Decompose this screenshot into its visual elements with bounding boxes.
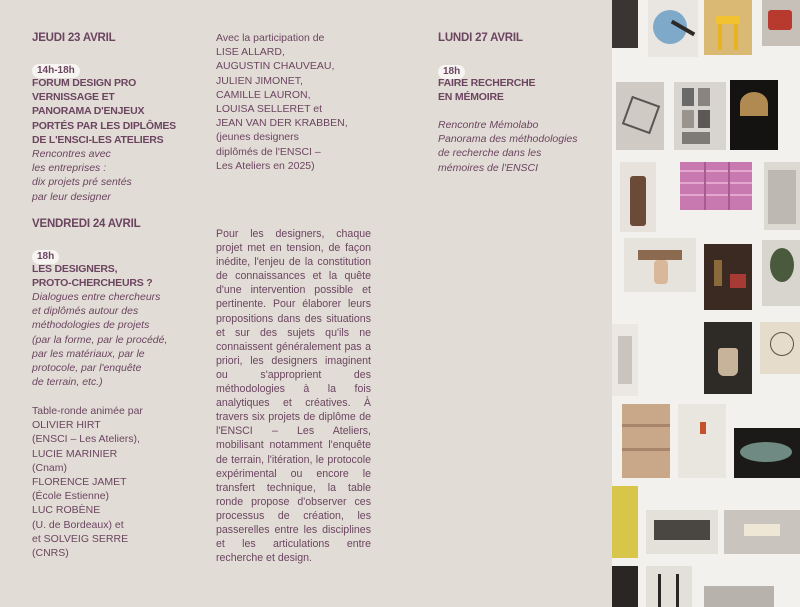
project-photo xyxy=(704,586,774,607)
participant-line: LISE ALLARD, xyxy=(216,46,285,59)
project-photo-textile xyxy=(680,162,752,210)
participants-list xyxy=(216,31,348,173)
project-photo-samples xyxy=(674,82,726,150)
desc-line: Dialogues entre chercheurs xyxy=(32,291,161,303)
title-line: PROTO-CHERCHEURS ? xyxy=(32,277,153,290)
title-line: FORUM DESIGN PRO xyxy=(32,77,137,89)
title-line: EN MÉMOIRE xyxy=(438,91,504,104)
desc-line: dix projets pré sentés xyxy=(32,176,132,189)
participant-line: LOUISA SELLERET et xyxy=(216,103,323,116)
title-line: VERNISSAGE ET xyxy=(32,91,115,104)
desc-line: (par la forme, par le procédé, xyxy=(32,333,168,346)
desc-line: protocole, par l'enquête xyxy=(32,362,142,375)
title-line: PANORAMA D'ENJEUX xyxy=(32,105,145,118)
panel-line: FLORENCE JAMET xyxy=(32,476,127,489)
title-line: DE L'ENSCI-LES ATELIERS xyxy=(32,133,164,146)
project-photo-screen xyxy=(734,428,800,478)
desc-line: Rencontre Mémolabo xyxy=(438,119,539,131)
desc-line: par les matériaux, par le xyxy=(32,347,145,360)
desc-line: par leur designer xyxy=(32,190,111,203)
project-image-grid xyxy=(612,0,800,607)
panel-list xyxy=(32,404,143,560)
participant-line: Les Ateliers en 2025) xyxy=(216,159,315,172)
panel-line: (Cnam) xyxy=(32,461,68,474)
desc-line: de recherche dans les xyxy=(438,147,542,160)
title-line: FAIRE RECHERCHE xyxy=(438,77,536,89)
participant-line: AUGUSTIN CHAUVEAU, xyxy=(216,60,335,73)
project-photo xyxy=(612,566,638,607)
participant-line: Avec la participation de xyxy=(216,32,325,44)
time-badge-label: 18h xyxy=(438,65,465,79)
day-heading-monday: LUNDI 27 AVRIL xyxy=(438,32,523,44)
panel-line: (École Estienne) xyxy=(32,490,110,503)
desc-line: les entreprises : xyxy=(32,162,107,175)
project-photo xyxy=(612,0,638,48)
project-photo-panel xyxy=(678,404,726,478)
panel-line: (U. de Bordeaux) et xyxy=(32,518,124,531)
project-photo-pot xyxy=(762,0,800,46)
project-photo-sketch xyxy=(760,322,800,374)
panel-line: (CNRS) xyxy=(32,547,69,560)
participant-line: JULIEN JIMONET, xyxy=(216,74,303,87)
project-photo-hand xyxy=(624,238,696,292)
project-photo-lamp-shade xyxy=(724,510,800,554)
project-photo-dark-object xyxy=(730,80,778,150)
desc-line: Panorama des méthodologies xyxy=(438,133,578,146)
panel-line: (ENSCI – Les Ateliers), xyxy=(32,433,140,446)
desc-line: de terrain, etc.) xyxy=(32,376,103,389)
project-photo-vessel xyxy=(704,322,752,394)
day-heading-friday: VENDREDI 24 AVRIL xyxy=(32,218,141,230)
project-photo-pitcher xyxy=(620,162,656,232)
panel-line: LUC ROBÈNE xyxy=(32,504,101,517)
participant-line: diplômés de l'ENSCI – xyxy=(216,145,321,158)
project-photo-table xyxy=(646,510,718,554)
desc-line: méthodologies de projets xyxy=(32,319,150,332)
project-photo xyxy=(612,324,638,396)
project-photo xyxy=(764,162,800,230)
desc-line: et diplômés autour des xyxy=(32,305,139,318)
panel-line: Table-ronde animée par xyxy=(32,405,143,417)
body-paragraph: Pour les designers, chaque projet met en tension, de façon inédite, l'enjeu de la constitution de connaissances et la quête d'une intervention possible et pertinente. Pour élaborer leurs propositions dans des situations et sur des sujets qu'ils ne connaissent généralement pas a priori, les designers imaginent ou s'approprient des méthodologies à la fois analytiques et créatives. À travers six projets de diplôme de l'ENSCI – Les Ateliers, mobilisant notamment l'enquête de terrain, l'itération, le protocole expérimental ou encore le transfert technique, la table ronde propose d'observer ces processus de création, les passerelles entre les disciplines et les articulations entre recherche et design. xyxy=(216,228,371,565)
panel-line: et SOLVEIG SERRE xyxy=(32,532,129,545)
project-photo-lamp xyxy=(648,0,698,57)
project-photo-drawing xyxy=(616,82,664,150)
day-heading-thursday: JEUDI 23 AVRIL xyxy=(32,32,116,44)
title-line: LES DESIGNERS, xyxy=(32,263,118,275)
desc-line: mémoires de l'ENSCI xyxy=(438,161,539,174)
event-title-designers xyxy=(32,262,152,290)
event-title-forum xyxy=(32,76,207,147)
desc-line: Rencontres avec xyxy=(32,148,111,160)
participant-line: (jeunes designers xyxy=(216,131,299,144)
participant-line: CAMILLE LAURON, xyxy=(216,88,311,101)
project-photo-yellow xyxy=(612,486,638,558)
title-line: PORTÉS PAR LES DIPLÔMES xyxy=(32,119,176,132)
panel-line: LUCIE MARINIER xyxy=(32,447,118,460)
time-badge-label: 18h xyxy=(32,250,59,264)
event-description-designers xyxy=(32,290,167,389)
project-photo-plant xyxy=(762,240,800,306)
event-description-forum xyxy=(32,147,132,204)
project-photo-bottles xyxy=(704,244,752,310)
panel-line: OLIVIER HIRT xyxy=(32,419,101,432)
project-photo-wood xyxy=(622,404,670,478)
time-badge-label: 14h-18h xyxy=(32,64,80,78)
project-photo-stool xyxy=(704,0,752,55)
project-photo-chair xyxy=(646,566,692,607)
event-title-memoire xyxy=(438,76,535,104)
event-description-memoire xyxy=(438,118,578,175)
participant-line: JEAN VAN DER KRABBEN, xyxy=(216,117,348,130)
